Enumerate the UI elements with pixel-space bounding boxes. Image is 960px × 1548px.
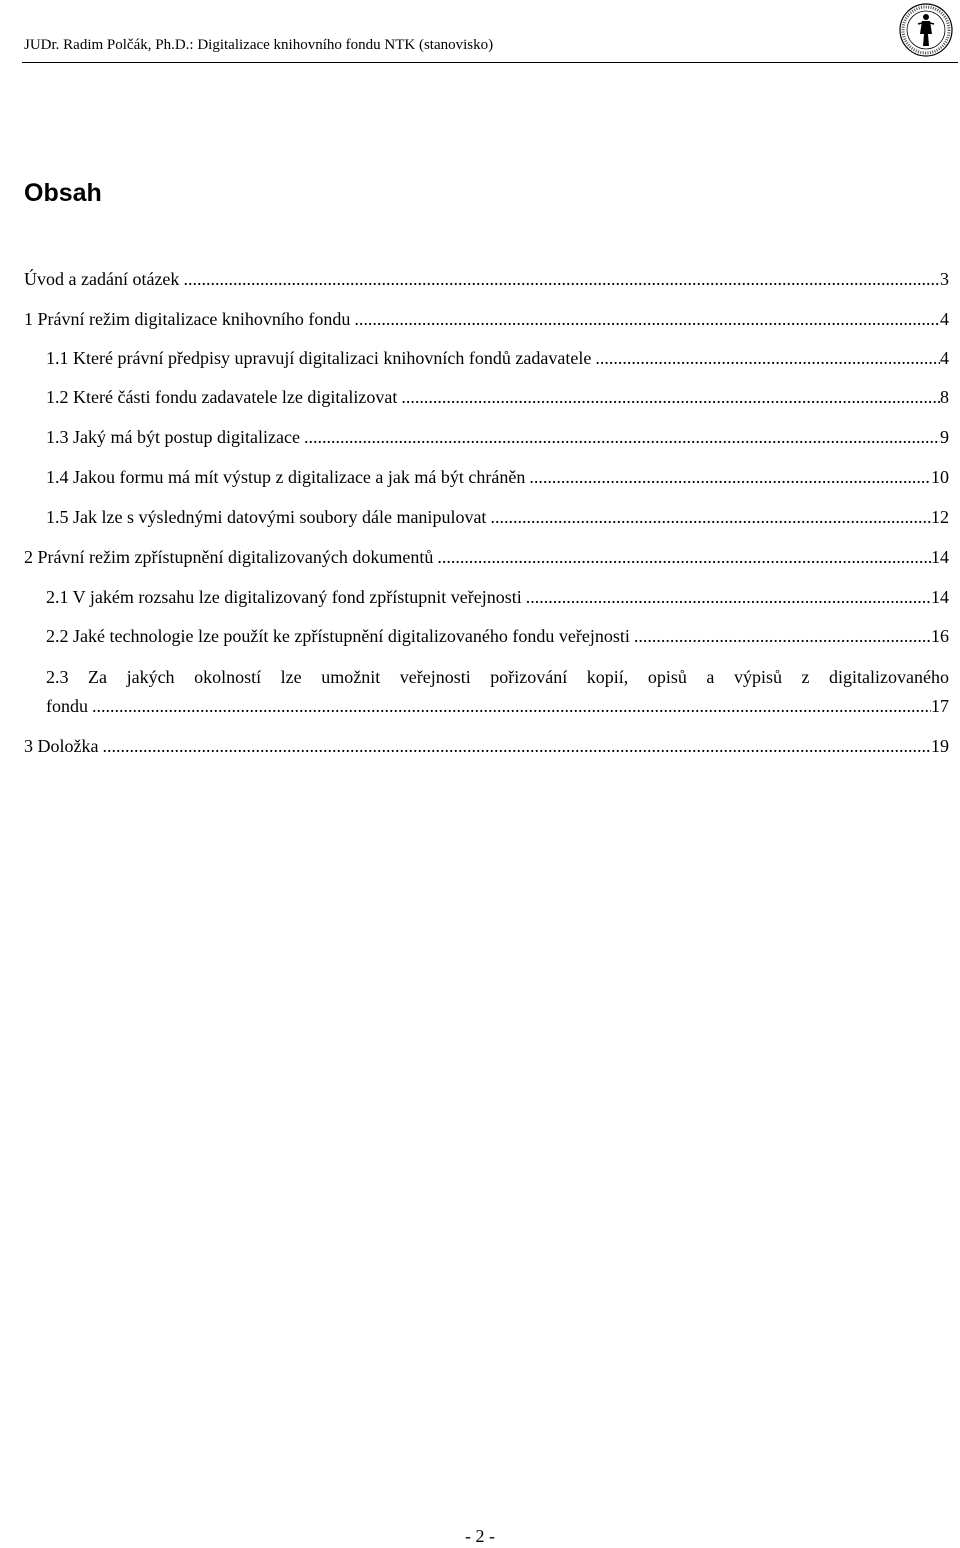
dot-leader bbox=[525, 463, 931, 491]
university-seal-icon bbox=[898, 2, 954, 58]
toc-entry-title: 2.2 Jaké technologie lze použít ke zpřístupnění digitalizovaného fondu veřejnosti bbox=[46, 626, 630, 646]
toc-entry-title: 2.3 Za jakých okolností lze umožnit veřejnosti pořizování kopií, opisů a výpisů z digitalizovaného bbox=[46, 667, 949, 687]
toc-entry[interactable] bbox=[24, 663, 949, 720]
toc-entry-title: 2.1 V jakém rozsahu lze digitalizovaný fond zpřístupnit veřejnosti bbox=[46, 587, 522, 607]
toc-entry[interactable] bbox=[24, 423, 949, 451]
toc-entry-page: 3 bbox=[940, 269, 949, 289]
toc-entry[interactable] bbox=[24, 463, 949, 491]
toc-entry-title: 1 Právní režim digitalizace knihovního fondu bbox=[24, 309, 351, 329]
toc-entry[interactable] bbox=[24, 622, 949, 650]
running-header: JUDr. Radim Polčák, Ph.D.: Digitalizace knihovního fondu NTK (stanovisko) bbox=[24, 37, 494, 53]
dot-leader bbox=[88, 692, 931, 720]
toc-entry-page: 19 bbox=[931, 736, 949, 756]
dot-leader bbox=[591, 344, 940, 372]
toc-entry-title: 1.2 Které části fondu zadavatele lze digitalizovat bbox=[46, 387, 398, 407]
toc-entry[interactable] bbox=[24, 543, 949, 571]
toc-entry-title: 1.4 Jakou formu má mít výstup z digitalizace a jak má být chráněn bbox=[46, 467, 526, 487]
toc-entry-title: 1.5 Jak lze s výslednými datovými soubory dále manipulovat bbox=[46, 507, 487, 527]
toc-entry-title: Úvod a zadání otázek bbox=[24, 269, 180, 289]
dot-leader bbox=[630, 622, 931, 650]
dot-leader bbox=[486, 503, 931, 531]
dot-leader bbox=[179, 265, 940, 293]
toc-entry[interactable] bbox=[24, 305, 949, 333]
toc-entry-page: 14 bbox=[931, 587, 949, 607]
toc-entry-title: 2 Právní režim zpřístupnění digitalizovaných dokumentů bbox=[24, 547, 434, 567]
dot-leader bbox=[522, 583, 931, 611]
toc-entry[interactable] bbox=[24, 383, 949, 411]
toc-entry[interactable] bbox=[24, 732, 949, 760]
toc-entry[interactable] bbox=[24, 344, 949, 372]
page-number: - 2 - bbox=[465, 1526, 495, 1546]
toc-entry[interactable] bbox=[24, 503, 949, 531]
toc-entry-title: 1.3 Jaký má být postup digitalizace bbox=[46, 427, 300, 447]
header-divider bbox=[22, 62, 958, 63]
dot-leader bbox=[433, 543, 931, 571]
toc-entry-page: 8 bbox=[940, 387, 949, 407]
toc-entry-page: 4 bbox=[940, 309, 949, 329]
toc-entry-title-continuation: fondu bbox=[46, 696, 88, 716]
toc-entry-page: 10 bbox=[931, 467, 949, 487]
toc-heading: Obsah bbox=[24, 179, 102, 207]
toc-entry-page: 4 bbox=[940, 348, 949, 368]
toc-entry-title: 3 Doložka bbox=[24, 736, 99, 756]
toc-entry-page: 14 bbox=[931, 547, 949, 567]
toc-entry-page: 12 bbox=[931, 507, 949, 527]
toc-entry[interactable] bbox=[24, 265, 949, 293]
toc-entry-page: 16 bbox=[931, 626, 949, 646]
dot-leader bbox=[350, 305, 940, 333]
toc-entry-page: 17 bbox=[931, 696, 949, 716]
dot-leader bbox=[397, 383, 940, 411]
toc-entry-page: 9 bbox=[940, 427, 949, 447]
toc-entry[interactable] bbox=[24, 583, 949, 611]
toc-entry-title: 1.1 Které právní předpisy upravují digitalizaci knihovních fondů zadavatele bbox=[46, 348, 592, 368]
dot-leader bbox=[300, 423, 940, 451]
dot-leader bbox=[98, 732, 931, 760]
